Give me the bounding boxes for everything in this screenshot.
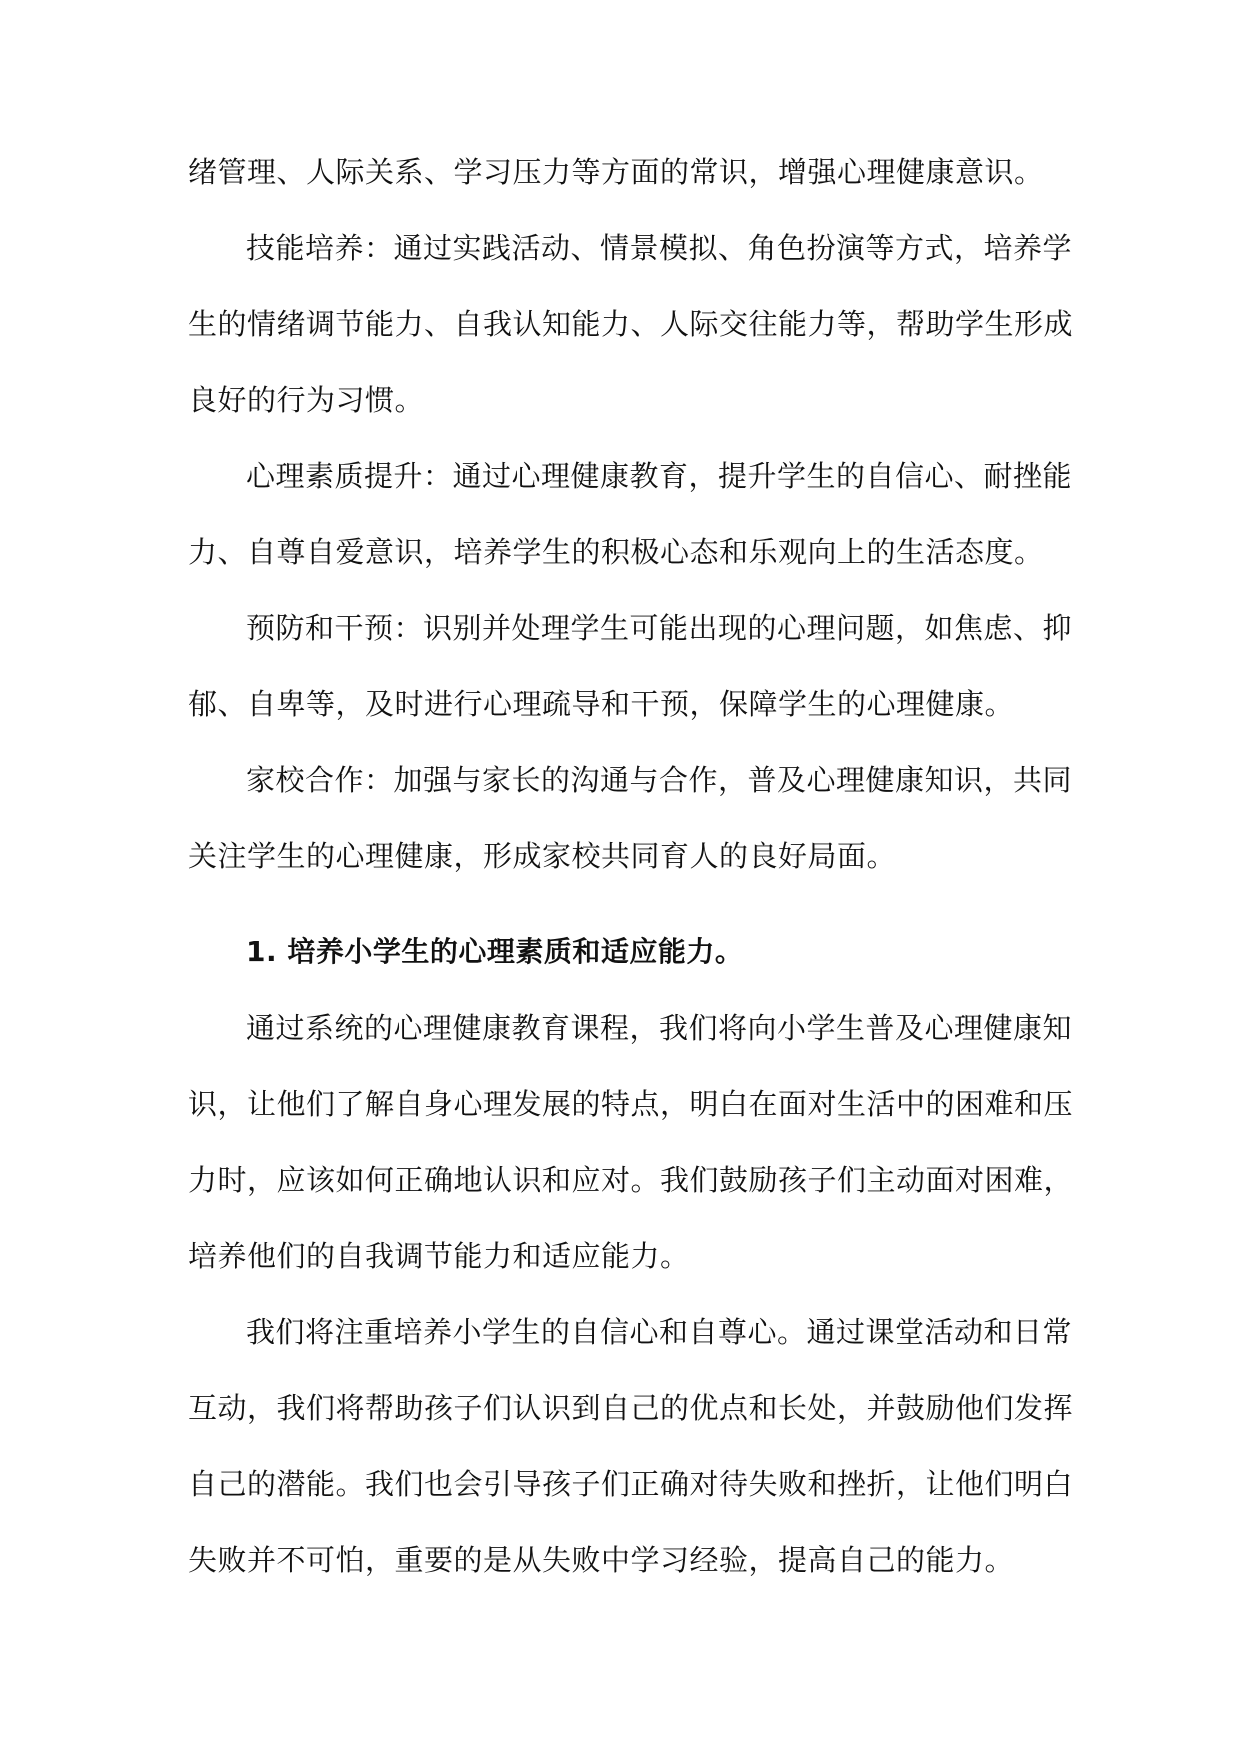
paragraph-continuation <box>188 134 1058 210</box>
text-line: 生的情绪调节能力、自我认知能力、人际交往能力等，帮助学生形成 <box>188 307 1074 341</box>
paragraph-home-school <box>188 742 1073 894</box>
paragraph-confidence <box>188 1294 1074 1598</box>
paragraph-curriculum <box>188 990 1074 1294</box>
text-line: 关注学生的心理健康，形成家校共同育人的良好局面。 <box>188 839 897 873</box>
heading-text: 1. 培养小学生的心理素质和适应能力。 <box>246 935 744 968</box>
text-line: 失败并不可怕，重要的是从失败中学习经验，提高自己的能力。 <box>188 1543 1015 1577</box>
text-line: 郁、自卑等，及时进行心理疏导和干预，保障学生的心理健康。 <box>188 687 1015 721</box>
text-line: 识，让他们了解自身心理发展的特点，明白在面对生活中的困难和压 <box>188 1087 1074 1121</box>
text-line: 培养他们的自我调节能力和适应能力。 <box>188 1239 690 1273</box>
text-line: 力时，应该如何正确地认识和应对。我们鼓励孩子们主动面对困难， <box>188 1163 1074 1197</box>
paragraph-skill-training <box>188 210 1074 438</box>
text-line: 技能培养：通过实践活动、情景模拟、角色扮演等方式，培养学 <box>246 231 1073 265</box>
paragraph-prevention <box>188 590 1073 742</box>
text-line: 自己的潜能。我们也会引导孩子们正确对待失败和挫折，让他们明白 <box>188 1467 1074 1501</box>
paragraph-psych-quality <box>188 438 1073 590</box>
text-line: 家校合作：加强与家长的沟通与合作，普及心理健康知识，共同 <box>246 763 1073 797</box>
section-gap <box>188 894 1058 914</box>
text-line: 绪管理、人际关系、学习压力等方面的常识，增强心理健康意识。 <box>188 155 1044 189</box>
section-heading <box>188 914 1058 990</box>
text-line: 心理素质提升：通过心理健康教育，提升学生的自信心、耐挫能 <box>246 459 1073 493</box>
text-line: 预防和干预：识别并处理学生可能出现的心理问题，如焦虑、抑 <box>246 611 1073 645</box>
text-line: 力、自尊自爱意识，培养学生的积极心态和乐观向上的生活态度。 <box>188 535 1044 569</box>
text-line: 通过系统的心理健康教育课程，我们将向小学生普及心理健康知 <box>246 1011 1073 1045</box>
document-body <box>188 134 1074 1598</box>
text-line: 我们将注重培养小学生的自信心和自尊心。通过课堂活动和日常 <box>246 1315 1073 1349</box>
text-line: 良好的行为习惯。 <box>188 383 425 417</box>
text-line: 互动，我们将帮助孩子们认识到自己的优点和长处，并鼓励他们发挥 <box>188 1391 1074 1425</box>
